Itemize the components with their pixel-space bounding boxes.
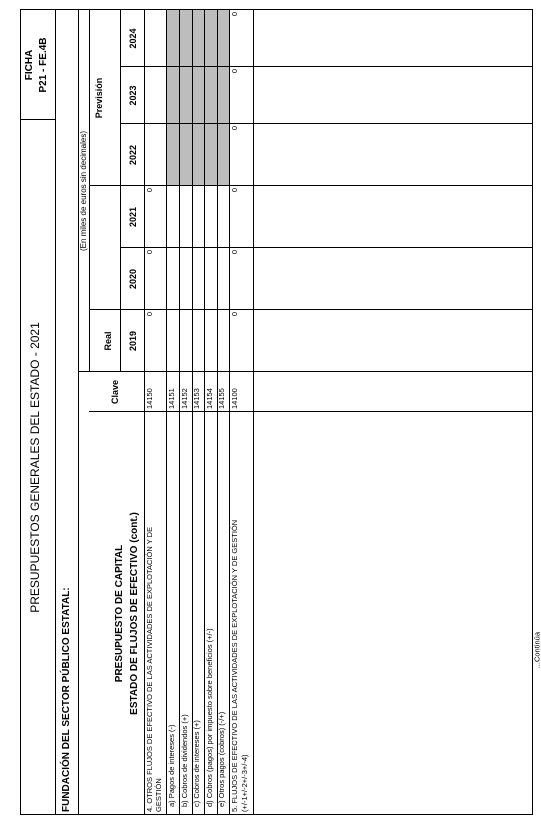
row-clave-e: 14155 [217,388,226,409]
row-5-val-2024: 0 [230,12,239,17]
table-title-line1: PRESUPUESTO DE CAPITAL [114,544,125,683]
rotated-form [20,10,532,815]
row-clave-d: 14154 [205,388,214,409]
year-2024: 2024 [128,28,138,49]
row-clave-4: 14150 [145,388,154,409]
row-label-5: 5. FLUJOS DE EFECTIVO DE LAS ACTIVIDADES DE EXPLOTACIÓN Y DE GESTIÓN [230,519,239,812]
year-2020: 2020 [128,268,138,290]
ficha-label: FICHA [24,49,35,81]
row-label-b: b) Cobros de dividendos (+) [180,714,189,807]
year-2023: 2023 [128,85,138,106]
row-clave-a: 14151 [167,388,176,409]
prevision-header: Previsión [94,77,104,119]
row-label-a: a) Pagos de intereses (-) [167,724,176,807]
page-title: PRESUPUESTOS GENERALES DEL ESTADO - 2021 [28,322,42,613]
row-4-val-2020: 0 [145,250,154,255]
row-5-val-2019: 0 [230,312,239,317]
row-label-4-cont: GESTIÓN [154,778,163,812]
row-label-e: e) Otros pagos (cobros) (-/+) [217,711,226,807]
entity-name: FUNDACIÓN DEL SECTOR PÚBLICO ESTATAL: [61,587,72,812]
clave-header: Clave [110,379,120,405]
row-clave-c: 14153 [192,388,201,409]
row-4-val-2021: 0 [145,188,154,193]
row-5-val-2022: 0 [230,126,239,131]
row-4-val-2019: 0 [145,312,154,317]
real-header: Real [103,331,113,351]
continua-note: ...Continúa [532,632,541,669]
row-5-val-2021: 0 [230,188,239,193]
row-label-5-cont: (+/-1+/-2+/-3+/-4) [240,754,249,812]
units-note: (En miles de euros sin decimales) [79,130,88,252]
table-title-line2: ESTADO DE FLUJOS DE EFECTIVO (cont.) [129,512,140,715]
row-clave-5: 14100 [230,388,239,409]
year-2022: 2022 [128,144,138,166]
row-clave-b: 14152 [180,388,189,409]
row-label-d: d) Cobros (pagos) por impuesto sobre beneficios (+/-) [205,628,214,807]
row-label-c: c) Cobros de intereses (+) [192,720,201,807]
year-2021: 2021 [128,206,138,228]
year-2019: 2019 [128,330,138,352]
row-label-4: 4. OTROS FLUJOS DE EFECTIVO DE LAS ACTIVIDADES DE EXPLOTACIÓN Y DE [145,526,154,812]
row-5-val-2023: 0 [230,69,239,74]
row-5-val-2020: 0 [230,250,239,255]
ficha-code: P21 - FE.4B [38,37,49,93]
